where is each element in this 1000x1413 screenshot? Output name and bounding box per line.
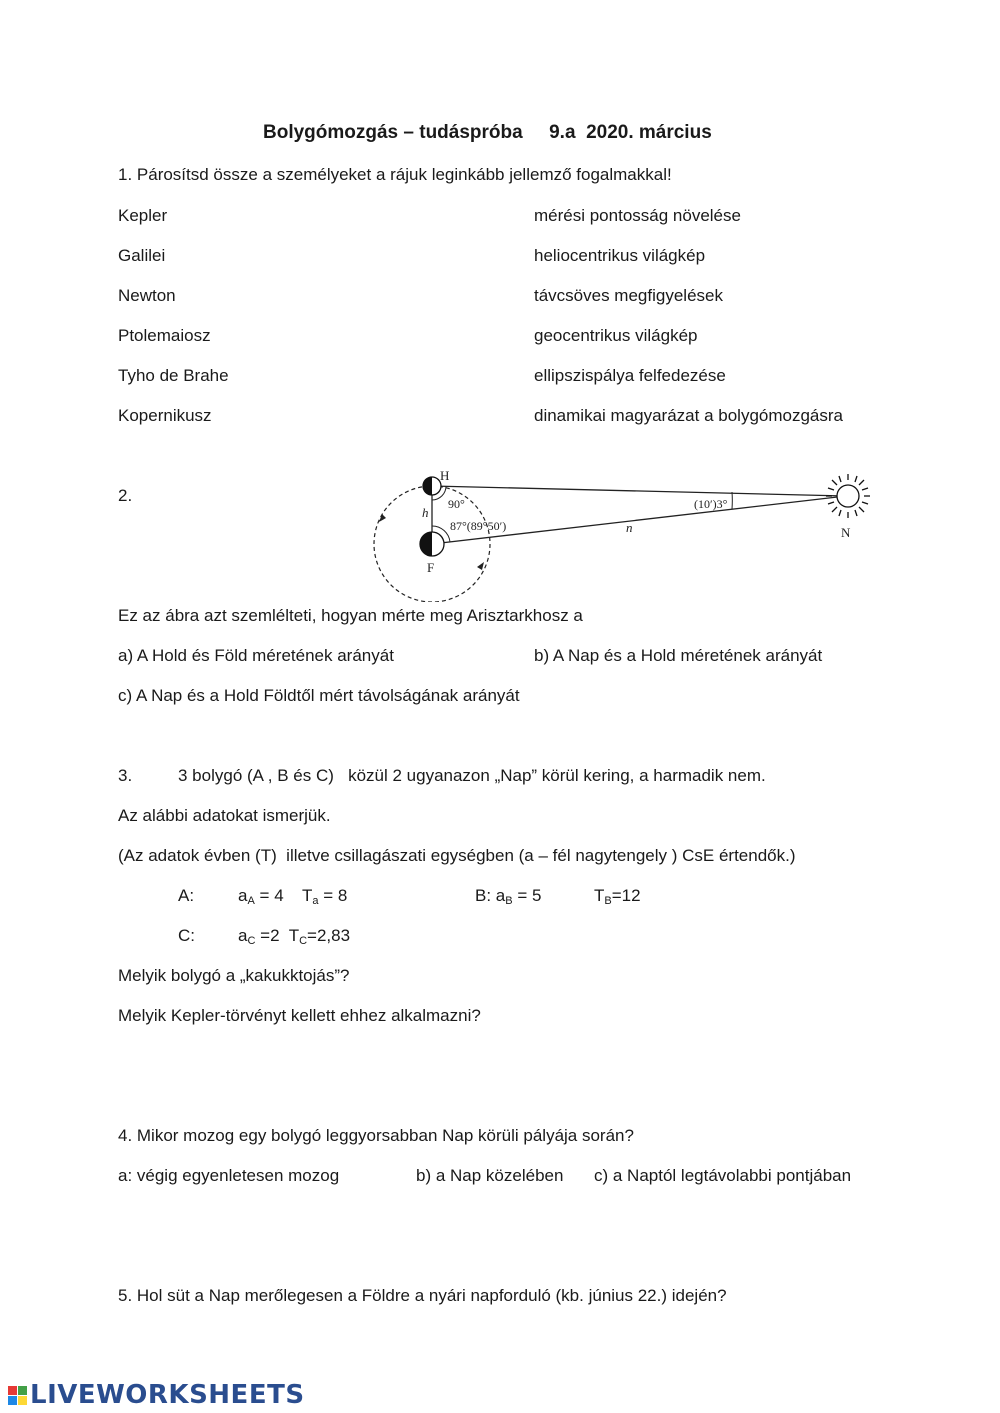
- q5-prompt: 5. Hol süt a Nap merőlegesen a Földre a nyári napforduló (kb. június 22.) idején?: [118, 1286, 727, 1305]
- q3-planet-b-axis: B: $a_B = 5$: [475, 886, 542, 907]
- earth-dark-half: [420, 532, 432, 556]
- liveworksheets-brand: LIVEWORKSHEETS: [30, 1380, 305, 1410]
- moon-dark-half: [423, 477, 432, 495]
- q1-prompt: 1. Párosítsd össze a személyeket a rájuk leginkább jellemző fogalmakkal!: [118, 165, 672, 184]
- liveworksheets-logo[interactable]: [8, 1380, 305, 1410]
- q3-question1: Melyik bolygó a „kakukktojás”?: [118, 966, 350, 985]
- q3-planet-a-label: A:: [178, 886, 195, 905]
- label-earth-f: F: [427, 560, 435, 575]
- q1-person-newton: Newton: [118, 286, 176, 305]
- label-n: n: [626, 520, 633, 535]
- q3-number: 3.: [118, 766, 133, 785]
- q4-option-c: c) a Naptól legtávolabbi pontjában: [594, 1166, 852, 1185]
- moon-sun-line: [432, 486, 846, 496]
- q1-person-ptolemaiosz: Ptolemaiosz: [118, 326, 211, 345]
- angle-87-label: 87°(89°50′): [450, 519, 507, 533]
- page-title: Bolygómozgás – tudáspróba 9.a 2020. március: [263, 122, 712, 143]
- aristarchus-diagram: [370, 462, 880, 602]
- q3-line3: (Az adatok évben (T) illetve csillagászati egységben (a – fél nagytengely ) CsE értendők.): [118, 846, 796, 865]
- q3-line2: Az alábbi adatokat ismerjük.: [118, 806, 331, 825]
- q3-planet-c-values: $a_C =2$ $T_C=2,83$: [238, 926, 351, 947]
- q1-person-kopernikusz: Kopernikusz: [118, 406, 212, 425]
- q1-person-tyho: Tyho de Brahe: [118, 366, 229, 385]
- q1-concept-4: geocentrikus világkép: [534, 326, 698, 345]
- q4-option-a: a: végig egyenletesen mozog: [118, 1166, 340, 1185]
- orbit-arrow-right: [477, 562, 484, 570]
- q1-person-galilei: Galilei: [118, 246, 166, 265]
- q1-person-kepler: Kepler: [118, 206, 168, 225]
- q1-concept-3: távcsöves megfigyelések: [534, 286, 723, 305]
- q4-option-b: b) a Nap közelében: [416, 1166, 564, 1185]
- q4-prompt: 4. Mikor mozog egy bolygó leggyorsabban Nap körüli pályája során?: [118, 1126, 634, 1145]
- q1-concept-1: mérési pontosság növelése: [534, 206, 741, 225]
- q3-planet-b-period: $T_B=12$: [594, 886, 641, 907]
- label-sun-n: N: [841, 525, 851, 540]
- q3-question2: Melyik Kepler-törvényt kellett ehhez alkalmazni?: [118, 1006, 481, 1025]
- q2-option-a: a) A Hold és Föld méretének arányát: [118, 646, 394, 665]
- q3-planet-a-period: $T_a = 8$: [302, 886, 348, 907]
- angle-90-label: 90°: [448, 497, 465, 511]
- q1-concept-5: ellipszispálya felfedezése: [534, 366, 726, 385]
- q3-planet-c-label: C:: [178, 926, 195, 945]
- q1-concept-2: heliocentrikus világkép: [534, 246, 706, 265]
- q3-line1: 3 bolygó (A , B és C) közül 2 ugyanazon „Nap” körül kering, a harmadik nem.: [178, 766, 766, 785]
- angle-sun-label: (10′)3°: [694, 497, 728, 511]
- q3-planet-a-axis: $a_A = 4$: [238, 886, 284, 907]
- q2-number: 2.: [118, 486, 133, 505]
- label-moon-h: H: [440, 468, 450, 483]
- q1-concept-6: dinamikai magyarázat a bolygómozgásra: [534, 406, 843, 425]
- q2-text: Ez az ábra azt szemlélteti, hogyan mérte meg Arisztarkhosz a: [118, 606, 583, 625]
- liveworksheets-mark-icon: [8, 1386, 27, 1405]
- orbit-arrow-left: [379, 514, 386, 522]
- label-h: h: [422, 505, 429, 520]
- q2-option-c: c) A Nap és a Hold Földtől mért távolságának arányát: [118, 686, 520, 705]
- q2-option-b: b) A Nap és a Hold méretének arányát: [534, 646, 823, 665]
